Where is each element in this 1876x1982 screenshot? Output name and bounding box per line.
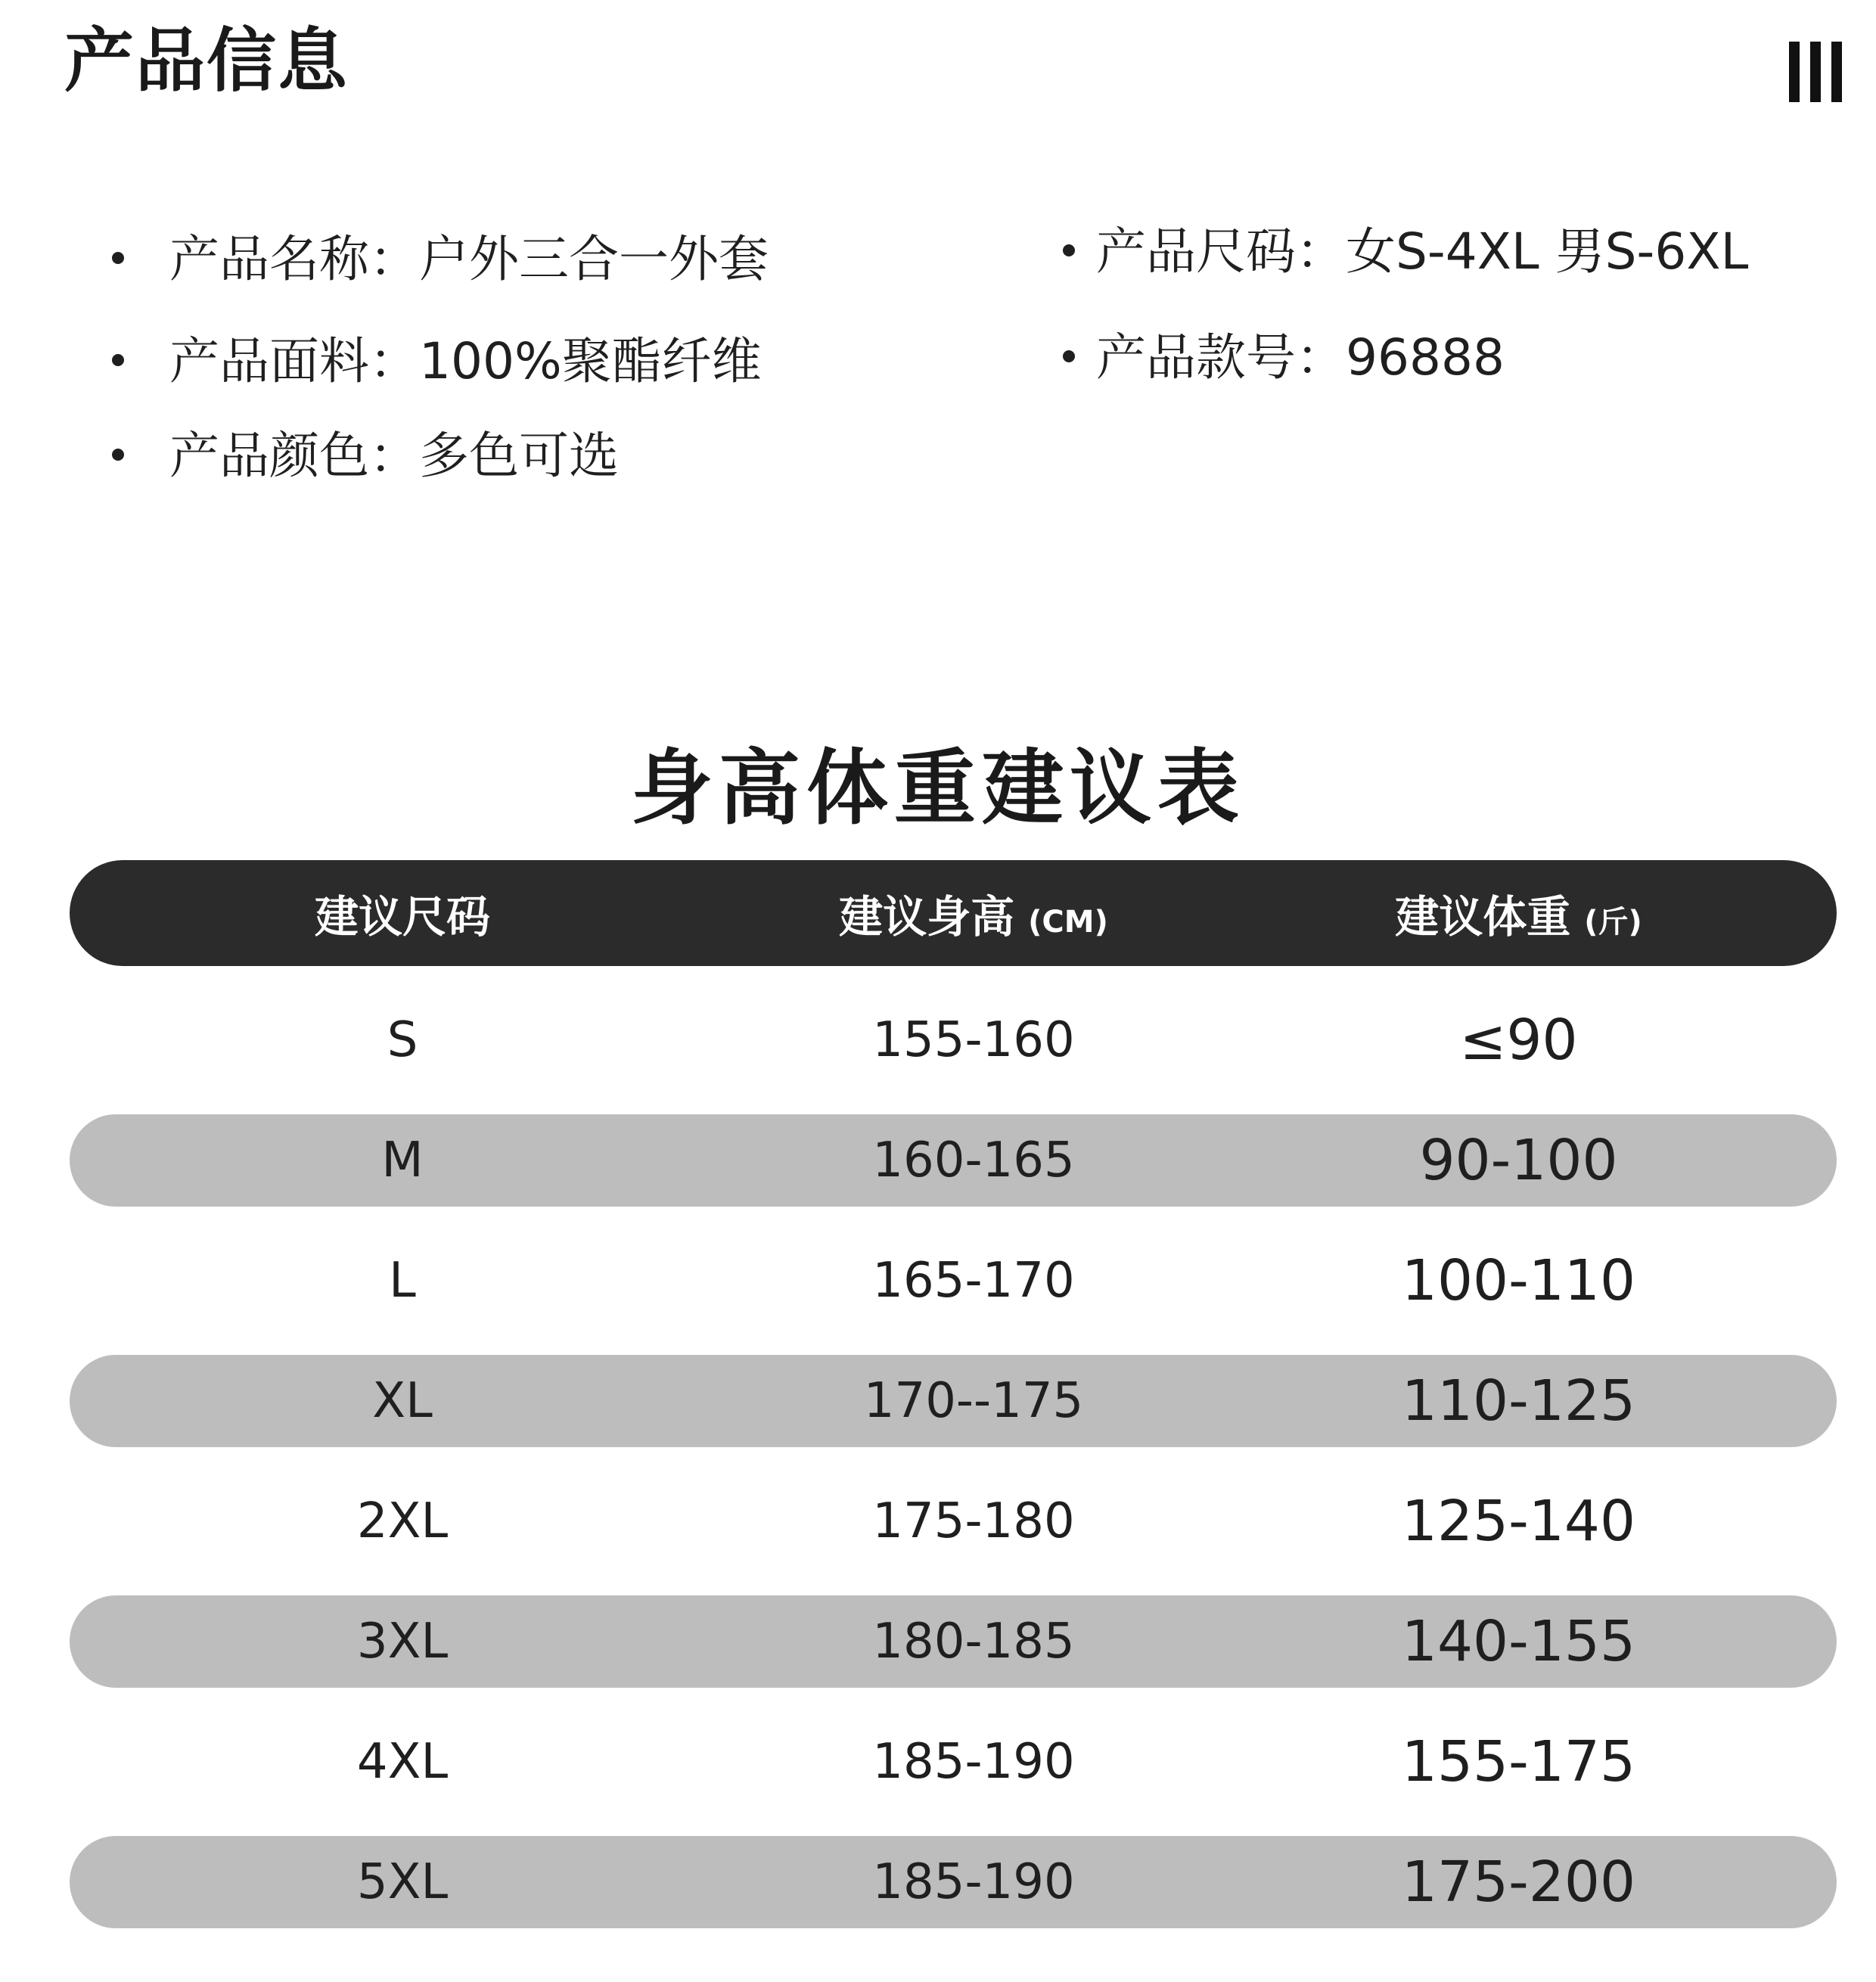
cell-weight: 140-155 [1401, 1609, 1636, 1674]
table-row [70, 1355, 1837, 1447]
bullet-dot-icon [112, 354, 124, 366]
table-header [70, 860, 1837, 966]
menu-bars-icon[interactable] [1789, 42, 1842, 102]
bullet-dot-icon [1063, 350, 1075, 362]
header-size [70, 881, 735, 945]
info-text: 产品名称：户外三合一外套 [169, 230, 769, 288]
table-row [70, 1836, 1837, 1928]
cell-height: 155-160 [872, 1012, 1075, 1068]
table-row [70, 994, 1837, 1086]
info-item-model [1063, 328, 1505, 387]
header-size-label: 建议尺码 [314, 891, 490, 943]
cell-size: 3XL [356, 1614, 449, 1670]
cell-weight: 175-200 [1401, 1850, 1636, 1915]
cell-height: 170--175 [863, 1373, 1084, 1429]
menu-bar [1789, 42, 1800, 102]
cell-weight: 90-100 [1419, 1128, 1618, 1193]
table-row [70, 1475, 1837, 1567]
info-item-name [112, 230, 769, 288]
info-text: 产品尺码：女S-4XL 男S-6XL [1096, 222, 1749, 281]
bullet-dot-icon [1063, 244, 1075, 256]
cell-weight: 125-140 [1401, 1489, 1636, 1554]
header-weight-label: 建议体重 [1395, 891, 1571, 943]
size-table-title: 身高体重建议表 [630, 741, 1245, 836]
header-weight-unit: (斤) [1584, 905, 1642, 940]
section-title: 产品信息 [64, 20, 349, 101]
header-weight [1200, 881, 1837, 945]
menu-bar [1810, 42, 1821, 102]
cell-height: 185-190 [872, 1734, 1075, 1790]
cell-size: 4XL [356, 1734, 449, 1790]
cell-height: 175-180 [872, 1493, 1075, 1549]
info-text: 产品面料：100%聚酯纤维 [169, 332, 762, 390]
info-text: 产品款号：96888 [1096, 328, 1505, 387]
header-height-label: 建议身高 [839, 891, 1015, 943]
header-height-unit: (CM) [1028, 905, 1108, 940]
cell-height: 185-190 [872, 1854, 1075, 1910]
cell-size: S [387, 1012, 418, 1068]
cell-weight: ≤90 [1459, 1008, 1578, 1073]
table-row [70, 1114, 1837, 1207]
cell-weight: 110-125 [1401, 1368, 1636, 1434]
cell-weight: 100-110 [1401, 1248, 1636, 1313]
table-row [70, 1235, 1837, 1327]
size-table [70, 860, 1837, 1928]
info-text: 产品颜色：多色可选 [169, 427, 619, 485]
menu-bar [1831, 42, 1842, 102]
bullet-dot-icon [112, 252, 124, 264]
header-height [747, 881, 1200, 945]
cell-size: 2XL [356, 1493, 449, 1549]
table-row [70, 1595, 1837, 1688]
cell-size: 5XL [356, 1854, 449, 1910]
bullet-dot-icon [112, 449, 124, 461]
cell-height: 180-185 [872, 1614, 1075, 1670]
cell-height: 160-165 [872, 1132, 1075, 1188]
cell-weight: 155-175 [1401, 1729, 1636, 1794]
info-item-size [1063, 222, 1749, 281]
table-row [70, 1716, 1837, 1808]
cell-height: 165-170 [872, 1253, 1075, 1309]
cell-size: M [381, 1132, 424, 1188]
info-item-fabric [112, 332, 762, 390]
cell-size: L [389, 1253, 416, 1309]
info-item-color [112, 427, 619, 485]
cell-size: XL [372, 1373, 433, 1429]
